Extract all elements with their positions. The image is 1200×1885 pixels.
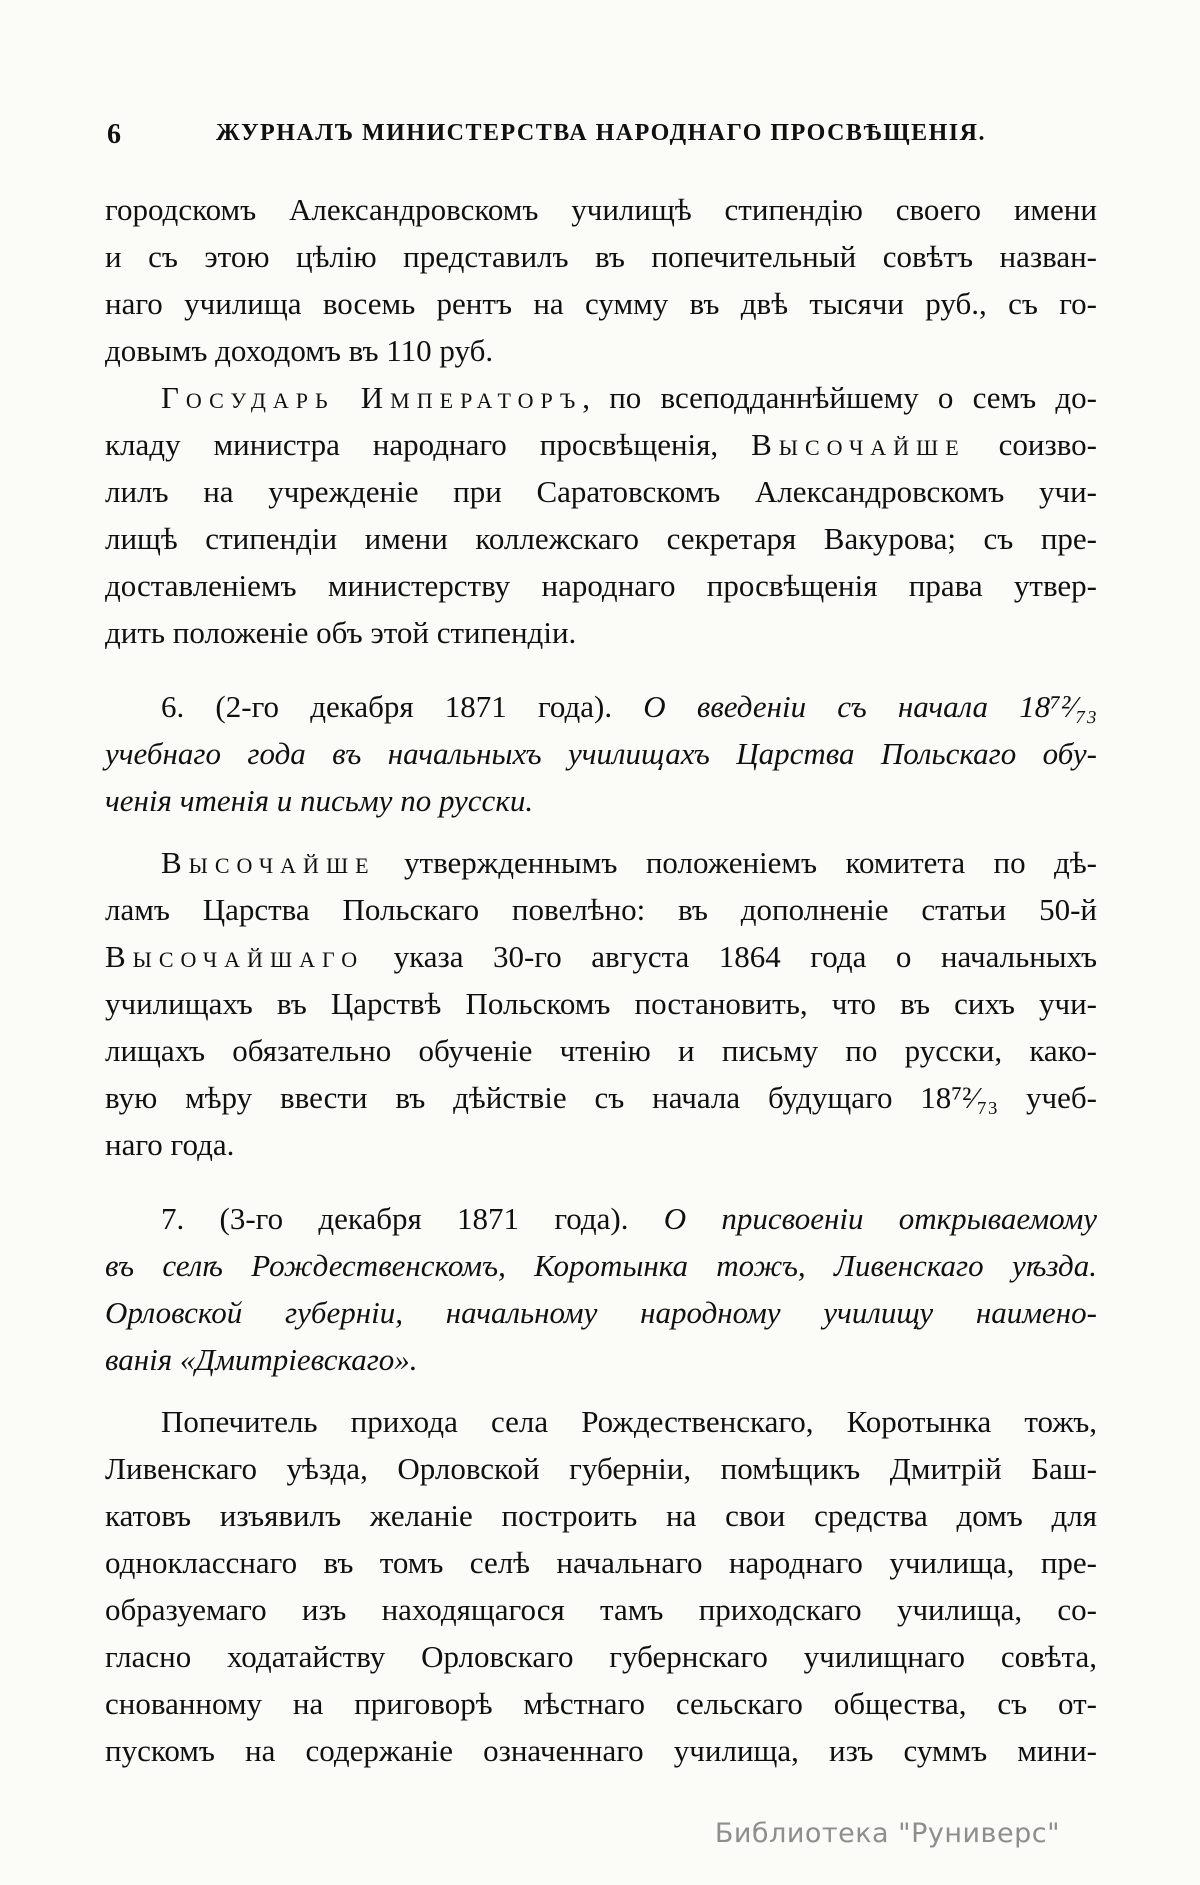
text-line <box>105 933 1097 980</box>
text-line <box>105 515 1097 562</box>
text-line <box>105 1680 1097 1727</box>
text-segment: , по всеподданнѣйшему о семъ до- <box>582 380 1097 415</box>
text-segment: катовъ изъявилъ желаніе построить на свои средства домъ для <box>105 1498 1097 1533</box>
text-segment: ченія чтенія и письму по русски. <box>105 783 534 818</box>
text-segment: училищахъ въ Царствѣ Польскомъ постановить, что въ сихъ учи- <box>105 986 1097 1021</box>
text-segment: однокласснаго въ томъ селѣ начальнаго народнаго училища, пре- <box>105 1545 1097 1580</box>
text-segment: Ливенскаго уѣзда, Орловской губерніи, помѣщикъ Дмитрій Баш- <box>105 1451 1097 1486</box>
text-line <box>105 1242 1097 1289</box>
text-segment: гласно ходатайству Орловскаго губернскаго училищнаго совѣта, <box>105 1639 1097 1674</box>
text-line <box>105 777 1097 824</box>
paragraph <box>105 1398 1097 1774</box>
text-line <box>105 1336 1097 1383</box>
text-line <box>105 1492 1097 1539</box>
text-line <box>105 1195 1097 1242</box>
text-line <box>105 562 1097 609</box>
text-line <box>105 1633 1097 1680</box>
text-segment: лищѣ стипендіи имени коллежскаго секретаря Вакурова; съ пре- <box>105 521 1097 556</box>
text-line <box>105 1289 1097 1336</box>
text-line <box>105 1586 1097 1633</box>
text-segment: лищахъ обязательно обученіе чтенію и письму по русски, како- <box>105 1033 1097 1068</box>
text-segment: утвержденнымъ положеніемъ комитета по дѣ- <box>375 845 1097 880</box>
text-line <box>105 1727 1097 1774</box>
text-segment: Высочайшаго <box>105 939 365 974</box>
text-segment: и съ этою цѣлію представилъ въ попечительный совѣтъ назван- <box>105 239 1097 274</box>
text-segment: довымъ доходомъ въ 110 руб. <box>105 333 494 368</box>
paragraph <box>105 186 1097 374</box>
text-segment: Попечитель прихода села Рождественскаго, Коротынка тожъ, <box>161 1404 1097 1439</box>
paragraph <box>105 374 1097 656</box>
text-segment: ламъ Царства Польскаго повелѣно: въ дополненіе статьи 50-й <box>105 892 1097 927</box>
text-segment: Высочайше <box>161 845 376 880</box>
text-segment: лилъ на учрежденіе при Саратовскомъ Александровскомъ учи- <box>105 474 1097 509</box>
text-segment: въ селѣ Рождественскомъ, Коротынка тожъ, Ливенскаго уѣзда. <box>105 1248 1097 1283</box>
text-line <box>105 1027 1097 1074</box>
running-title: ЖУРНАЛЪ МИНИСТЕРСТВА НАРОДНАГО ПРОСВѢЩЕНІЯ. <box>216 120 986 146</box>
page-header <box>105 116 1097 156</box>
text-segment: Высочайше <box>751 427 966 462</box>
text-segment: кладу министра народнаго просвѣщенія, <box>105 427 752 462</box>
text-segment: соизво- <box>965 427 1097 462</box>
text-segment: указа 30-го августа 1864 года о начальныхъ <box>364 939 1097 974</box>
text-line <box>105 1445 1097 1492</box>
text-segment: Орловской губерніи, начальному народному училищу наимено- <box>105 1295 1097 1330</box>
section-heading <box>105 683 1097 824</box>
text-line <box>105 609 1097 656</box>
text-segment: учебнаго года въ начальныхъ училищахъ Царства Польскаго обу- <box>105 736 1097 771</box>
text-segment: ванія «Дмитріевскаго». <box>105 1342 418 1377</box>
text-line <box>105 421 1097 468</box>
text-line <box>105 1398 1097 1445</box>
text-line <box>105 233 1097 280</box>
text-segment: доставленіемъ министерству народнаго просвѣщенія права утвер- <box>105 568 1097 603</box>
text-line <box>105 1539 1097 1586</box>
text-line <box>105 886 1097 933</box>
text-segment: вую мѣру ввести въ дѣйствіе съ начала будущаго 18⁷²⁄₇₃ учеб- <box>105 1080 1097 1115</box>
text-line <box>105 374 1097 421</box>
text-column <box>105 186 1097 1774</box>
text-line <box>105 730 1097 777</box>
paragraph <box>105 839 1097 1168</box>
text-line <box>105 186 1097 233</box>
text-line <box>105 839 1097 886</box>
text-segment: городскомъ Александровскомъ училищѣ стипендію своего имени <box>105 192 1097 227</box>
text-segment: О введеніи съ начала 18⁷²⁄₇₃ <box>643 689 1097 724</box>
text-segment: 6. (2-го декабря 1871 года). <box>161 689 644 724</box>
text-line <box>105 683 1097 730</box>
text-segment: О присвоеніи открываемому <box>663 1201 1097 1236</box>
text-line <box>105 1121 1097 1168</box>
text-line <box>105 327 1097 374</box>
text-line <box>105 980 1097 1027</box>
text-line <box>105 280 1097 327</box>
text-segment: наго училища восемь рентъ на сумму въ двѣ тысячи руб., съ го- <box>105 286 1097 321</box>
text-segment: образуемаго изъ находящагося тамъ приходскаго училища, со- <box>105 1592 1097 1627</box>
text-segment: пускомъ на содержаніе означеннаго училища, изъ суммъ мини- <box>105 1733 1097 1768</box>
text-line <box>105 1074 1097 1121</box>
text-segment: 7. (3-го декабря 1871 года). <box>161 1201 664 1236</box>
library-watermark: Библиотека "Руниверс" <box>714 1818 1060 1849</box>
text-segment: дить положеніе объ этой стипендіи. <box>105 615 577 650</box>
text-segment: снованному на приговорѣ мѣстнаго сельскаго общества, съ от- <box>105 1686 1097 1721</box>
section-heading <box>105 1195 1097 1383</box>
page-number: 6 <box>107 119 121 150</box>
text-line <box>105 468 1097 515</box>
text-segment: наго года. <box>105 1127 235 1162</box>
text-segment: Государь Императоръ <box>161 380 583 415</box>
